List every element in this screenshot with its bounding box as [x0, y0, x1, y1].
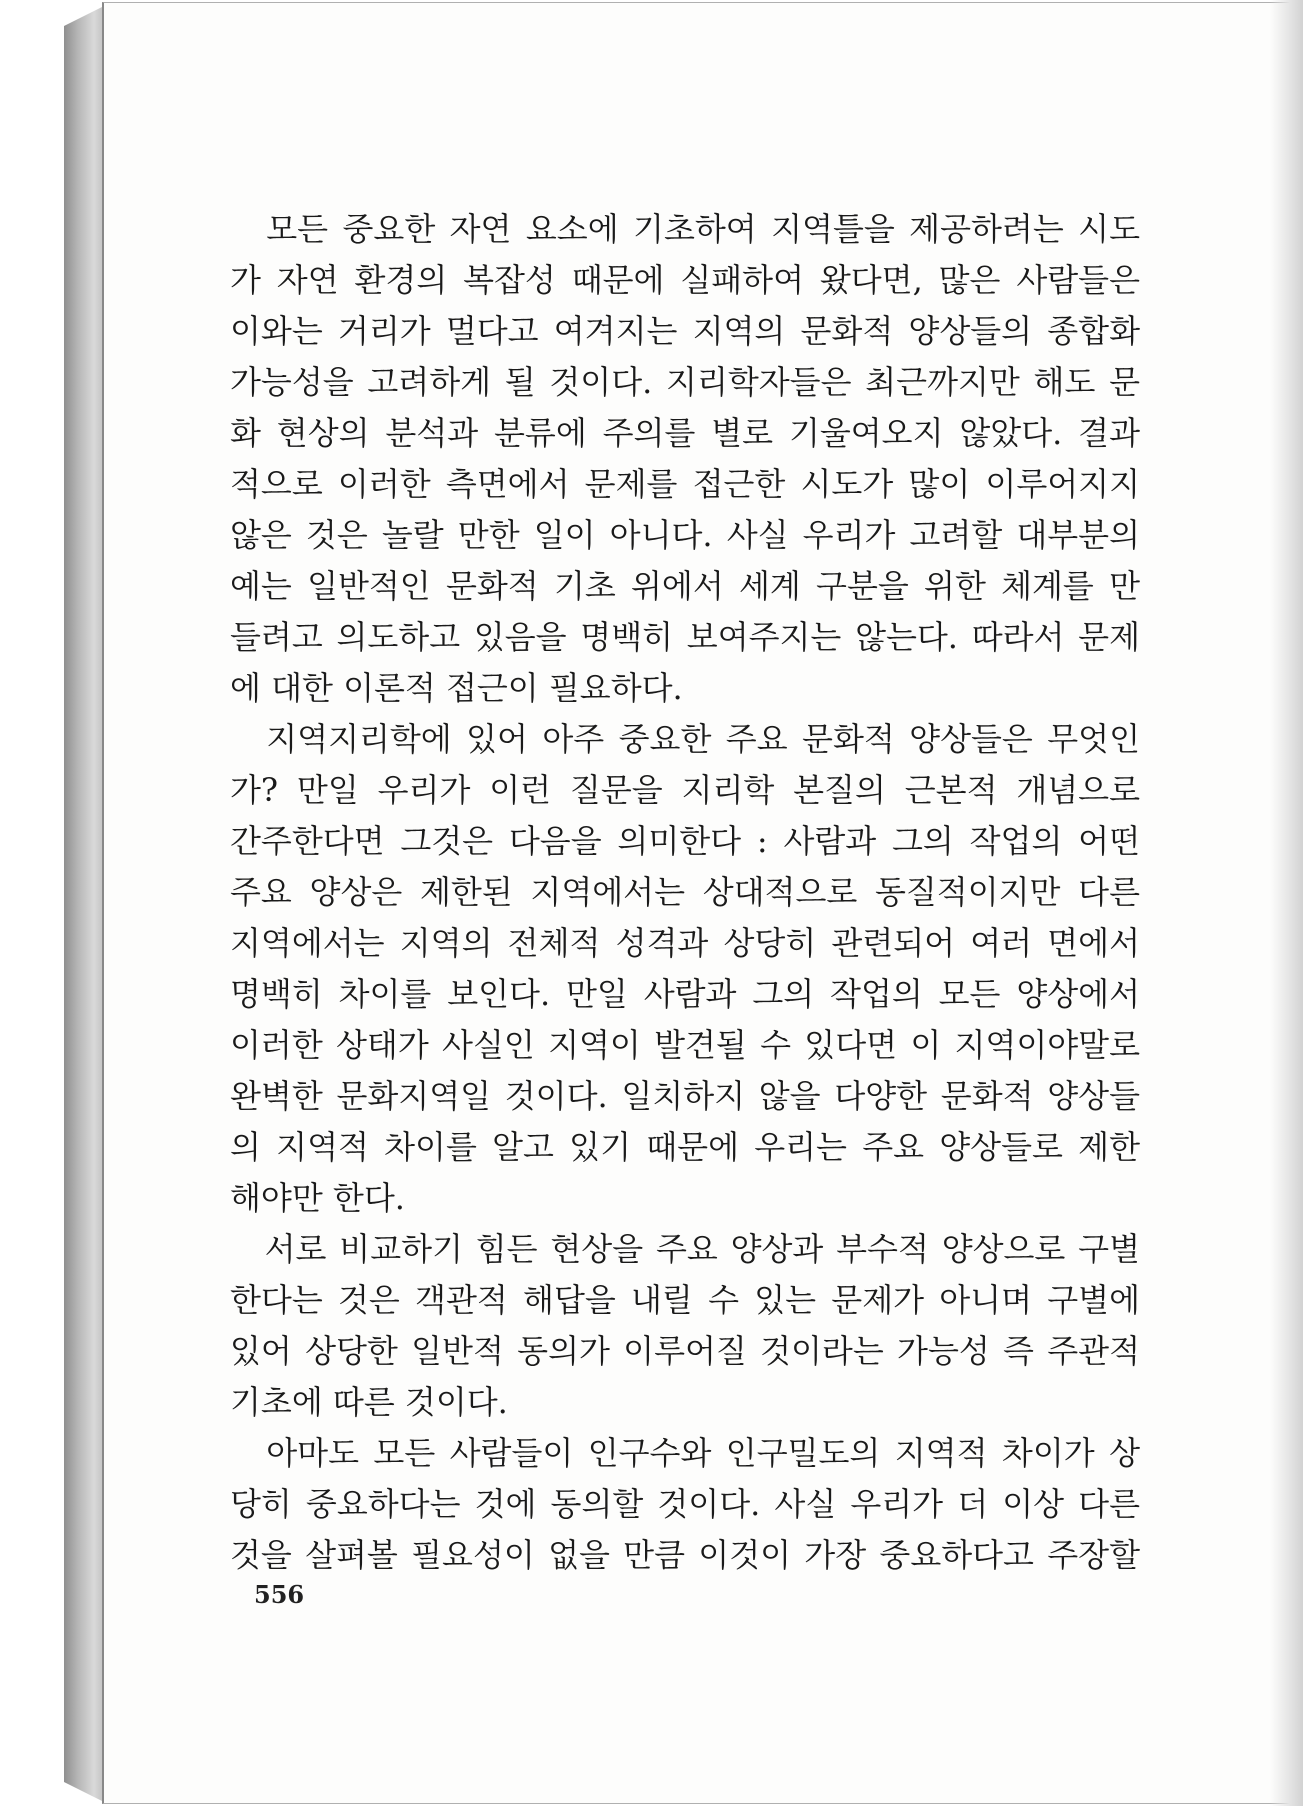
text-line: 않은 것은 놀랄 만한 일이 아니다. 사실 우리가 고려할 대부분의: [230, 516, 1140, 554]
text-line: 간주한다면 그것은 다음을 의미한다 : 사람과 그의 작업의 어떤: [230, 822, 1140, 860]
paragraph-2: [230, 714, 1140, 1224]
text-line: 가능성을 고려하게 될 것이다. 지리학자들은 최근까지만 해도 문: [230, 363, 1140, 401]
text-line: 명백히 차이를 보인다. 만일 사람과 그의 작업의 모든 양상에서: [230, 975, 1140, 1013]
page-number: 556: [254, 1580, 305, 1609]
text-line: 지역지리학에 있어 아주 중요한 주요 문화적 양상들은 무엇인: [230, 720, 1140, 758]
text-line: 서로 비교하기 힘든 현상을 주요 양상과 부수적 양상으로 구별: [230, 1230, 1140, 1268]
text-line: 지역에서는 지역의 전체적 성격과 상당히 관련되어 여러 면에서: [230, 924, 1140, 962]
paragraph-1: [230, 204, 1140, 714]
text-line: 의 지역적 차이를 알고 있기 때문에 우리는 주요 양상들로 제한: [230, 1128, 1140, 1166]
text-line: 당히 중요하다는 것에 동의할 것이다. 사실 우리가 더 이상 다른: [230, 1485, 1140, 1523]
text-line: 완벽한 문화지역일 것이다. 일치하지 않을 다양한 문화적 양상들: [230, 1077, 1140, 1115]
text-line: 것을 살펴볼 필요성이 없을 만큼 이것이 가장 중요하다고 주장할: [230, 1536, 1140, 1574]
paragraph-4: [230, 1428, 1140, 1581]
text-line: 주요 양상은 제한된 지역에서는 상대적으로 동질적이지만 다른: [230, 873, 1140, 911]
text-line: 해야만 한다.: [230, 1179, 405, 1217]
text-line: 기초에 따른 것이다.: [230, 1383, 508, 1421]
text-line: 예는 일반적인 문화적 기초 위에서 세계 구분을 위한 체계를 만: [230, 567, 1140, 605]
page-edge-shadow: [1270, 0, 1303, 1806]
text-line: 이러한 상태가 사실인 지역이 발견될 수 있다면 이 지역이야말로: [230, 1026, 1140, 1064]
text-line: 아마도 모든 사람들이 인구수와 인구밀도의 지역적 차이가 상: [230, 1434, 1140, 1472]
text-line: 한다는 것은 객관적 해답을 내릴 수 있는 문제가 아니며 구별에: [230, 1281, 1140, 1319]
book-spine: [64, 6, 104, 1802]
text-line: 적으로 이러한 측면에서 문제를 접근한 시도가 많이 이루어지지: [230, 465, 1140, 503]
body-text: [230, 204, 1140, 1581]
text-line: 모든 중요한 자연 요소에 기초하여 지역틀을 제공하려는 시도: [230, 210, 1140, 248]
text-line: 에 대한 이론적 접근이 필요하다.: [230, 669, 683, 707]
paragraph-3: [230, 1224, 1140, 1428]
text-line: 들려고 의도하고 있음을 명백히 보여주지는 않는다. 따라서 문제: [230, 618, 1140, 656]
text-line: 있어 상당한 일반적 동의가 이루어질 것이라는 가능성 즉 주관적: [230, 1332, 1140, 1370]
text-line: 가 자연 환경의 복잡성 때문에 실패하여 왔다면, 많은 사람들은: [230, 261, 1140, 299]
text-line: 화 현상의 분석과 분류에 주의를 별로 기울여오지 않았다. 결과: [230, 414, 1140, 452]
text-line: 가? 만일 우리가 이런 질문을 지리학 본질의 근본적 개념으로: [230, 771, 1140, 809]
text-line: 이와는 거리가 멀다고 여겨지는 지역의 문화적 양상들의 종합화: [230, 312, 1140, 350]
